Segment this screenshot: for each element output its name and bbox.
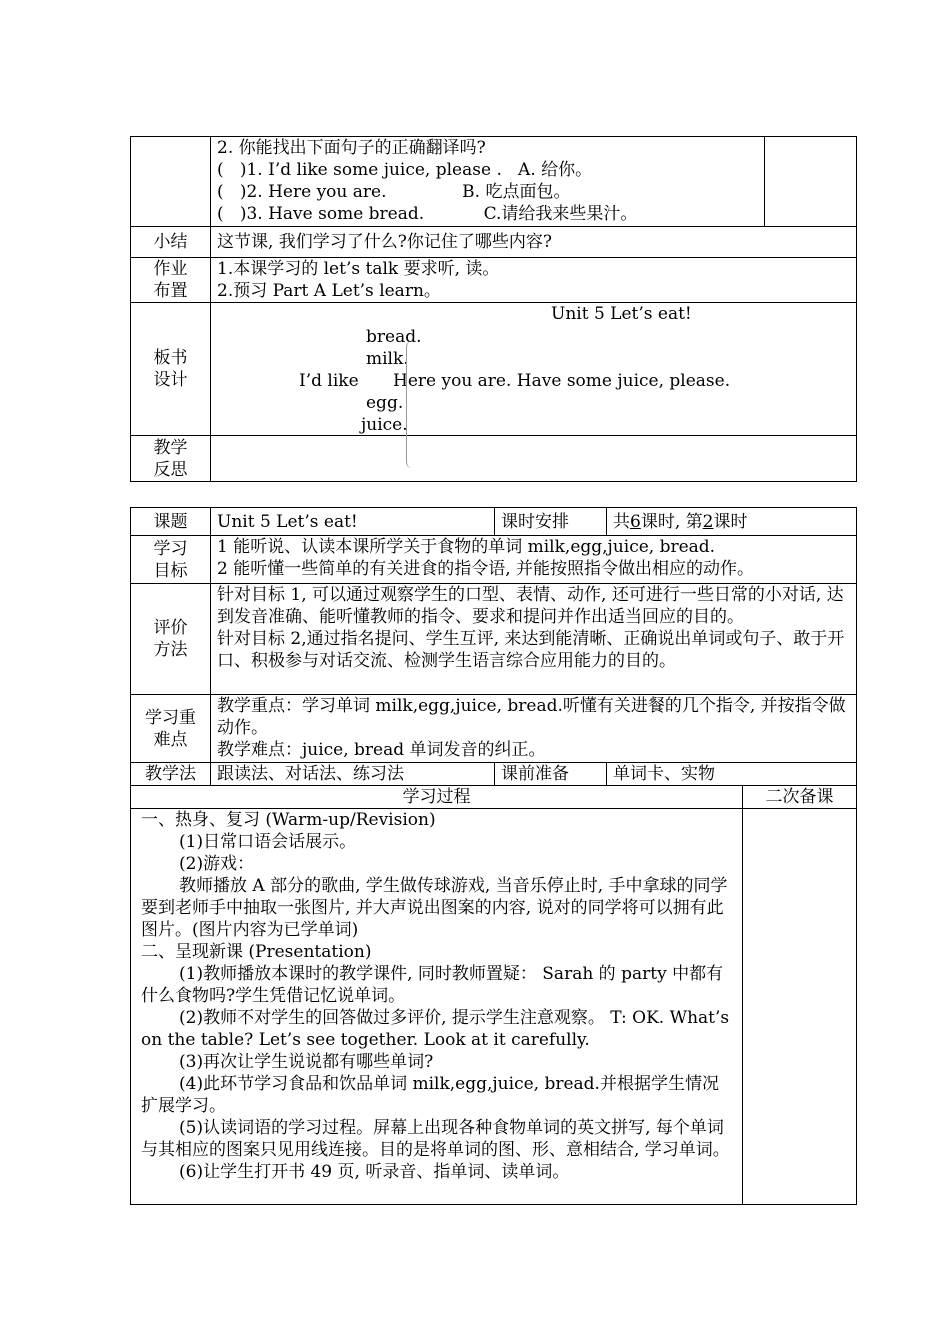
question-title: 2. 你能找出下面句子的正确翻译吗? (217, 138, 486, 158)
lesson-plan-table-2 (130, 507, 857, 1205)
brace-line (406, 341, 417, 468)
question-item: ( )1. I’d like some juice, please . A. 给你。 (217, 160, 593, 180)
process-line: (2)教师不对学生的回答做过多评价, 提示学生注意观察。 T: OK. What’s on the table? Let’s see together. Look at it carefully. (141, 1008, 730, 1050)
lesson-plan-table-1 (130, 136, 857, 482)
board-word-bread: bread. (366, 327, 422, 347)
process-line: 教师播放 A 部分的歌曲, 学生做传球游戏, 当音乐停止时, 手中拿球的同学要到老师手中抽取一张图片, 并大声说出图案的内容, 说对的同学将可以拥有此图片。(图片内容为已学单词) (141, 876, 728, 940)
board-id-like: I’d like (299, 371, 359, 391)
process-line: 二、呈现新课 (Presentation) (141, 942, 372, 962)
goals-content (211, 536, 857, 584)
translation-question (211, 137, 765, 227)
board-word-juice: juice. (361, 415, 408, 435)
process-line: (1)日常口语会话展示。 (179, 832, 357, 852)
goals-label: 学习目标 (131, 536, 211, 584)
board-design (211, 303, 857, 436)
keypoint-paragraph: 教学重点：学习单词 milk,egg,juice, bread.听懂有关进餐的几个指令, 并按指令做动作。 (217, 696, 846, 738)
process-content (131, 809, 743, 1205)
process-line: (6)让学生打开书 49 页, 听录音、指单词、读单词。 (179, 1162, 570, 1182)
reflection-content (211, 436, 857, 482)
method-value: 跟读法、对话法、练习法 (211, 763, 495, 786)
process-line: (1)教师播放本课时的教学课件, 同时教师置疑： Sarah 的 party 中都有什么食物吗?学生凭借记忆说单词。 (141, 964, 724, 1006)
process-line: (3)再次让学生说说都有哪些单词? (179, 1052, 434, 1072)
process-line: (2)游戏： (179, 854, 255, 874)
prep-value: 单词卡、实物 (607, 763, 857, 786)
evaluation-paragraph: 针对目标 2,通过指名提问、学生互评, 来达到能清晰、正确说出单词或句子、敢于开口、积极参与对话交流、检测学生语言综合应用能力的目的。 (217, 629, 845, 671)
second-prep-content (743, 809, 857, 1205)
board-word-milk: milk. (366, 349, 409, 369)
empty-label-cell (131, 137, 211, 227)
goal-line: 1 能听说、认读本课所学关于食物的单词 milk,egg,juice, bread. (217, 537, 716, 557)
board-sentence: Here you are. Have some juice, please. (393, 371, 731, 391)
evaluation-content (211, 584, 857, 695)
side-note-cell (765, 137, 857, 227)
summary-label: 小结 (131, 227, 211, 258)
keypoints-label: 学习重难点 (131, 695, 211, 763)
keypoint-paragraph: 教学难点：juice, bread 单词发音的纠正。 (217, 740, 546, 760)
method-label: 教学法 (131, 763, 211, 786)
board-word-egg: egg. (366, 393, 404, 413)
process-line: (5)认读词语的学习过程。屏幕上出现各种食物单词的英文拼写, 每个单词与其相应的图案只见用线连接。目的是将单词的图、形、意相结合, 学习单词。 (141, 1118, 730, 1160)
second-prep-label: 二次备课 (743, 786, 857, 809)
summary-text: 这节课, 我们学习了什么?你记住了哪些内容? (211, 227, 857, 258)
topic-value: Unit 5 Let’s eat! (211, 508, 495, 536)
process-line: (4)此环节学习食品和饮品单词 milk,egg,juice, bread.并根据学生情况扩展学习。 (141, 1074, 719, 1116)
question-item: ( )2. Here you are. B. 吃点面包。 (217, 182, 571, 202)
goal-line: 2 能听懂一些简单的有关进食的指令语, 并能按照指令做出相应的动作。 (217, 559, 755, 579)
prep-label: 课前准备 (495, 763, 607, 786)
topic-label: 课题 (131, 508, 211, 536)
schedule-label: 课时安排 (495, 508, 607, 536)
question-item: ( )3. Have some bread. C.请给我来些果汁。 (217, 204, 638, 224)
process-label: 学习过程 (131, 786, 743, 809)
evaluation-label: 评价方法 (131, 584, 211, 695)
schedule-value: 共6课时, 第2课时 (607, 508, 857, 536)
homework-content (211, 258, 857, 303)
homework-line: 1.本课学习的 let’s talk 要求听, 读。 (217, 259, 500, 279)
keypoints-content (211, 695, 857, 763)
process-line: 一、热身、复习 (Warm-up/Revision) (141, 810, 436, 830)
board-label: 板书设计 (131, 303, 211, 436)
reflection-label: 教学反思 (131, 436, 211, 482)
evaluation-paragraph: 针对目标 1, 可以通过观察学生的口型、表情、动作, 还可进行一些日常的小对话, 达到发音准确、能听懂教师的指令、要求和提问并作出适当回应的目的。 (217, 585, 844, 627)
homework-label: 作业布置 (131, 258, 211, 303)
homework-line: 2.预习 Part A Let’s learn。 (217, 281, 441, 301)
board-title: Unit 5 Let’s eat! (551, 304, 692, 324)
